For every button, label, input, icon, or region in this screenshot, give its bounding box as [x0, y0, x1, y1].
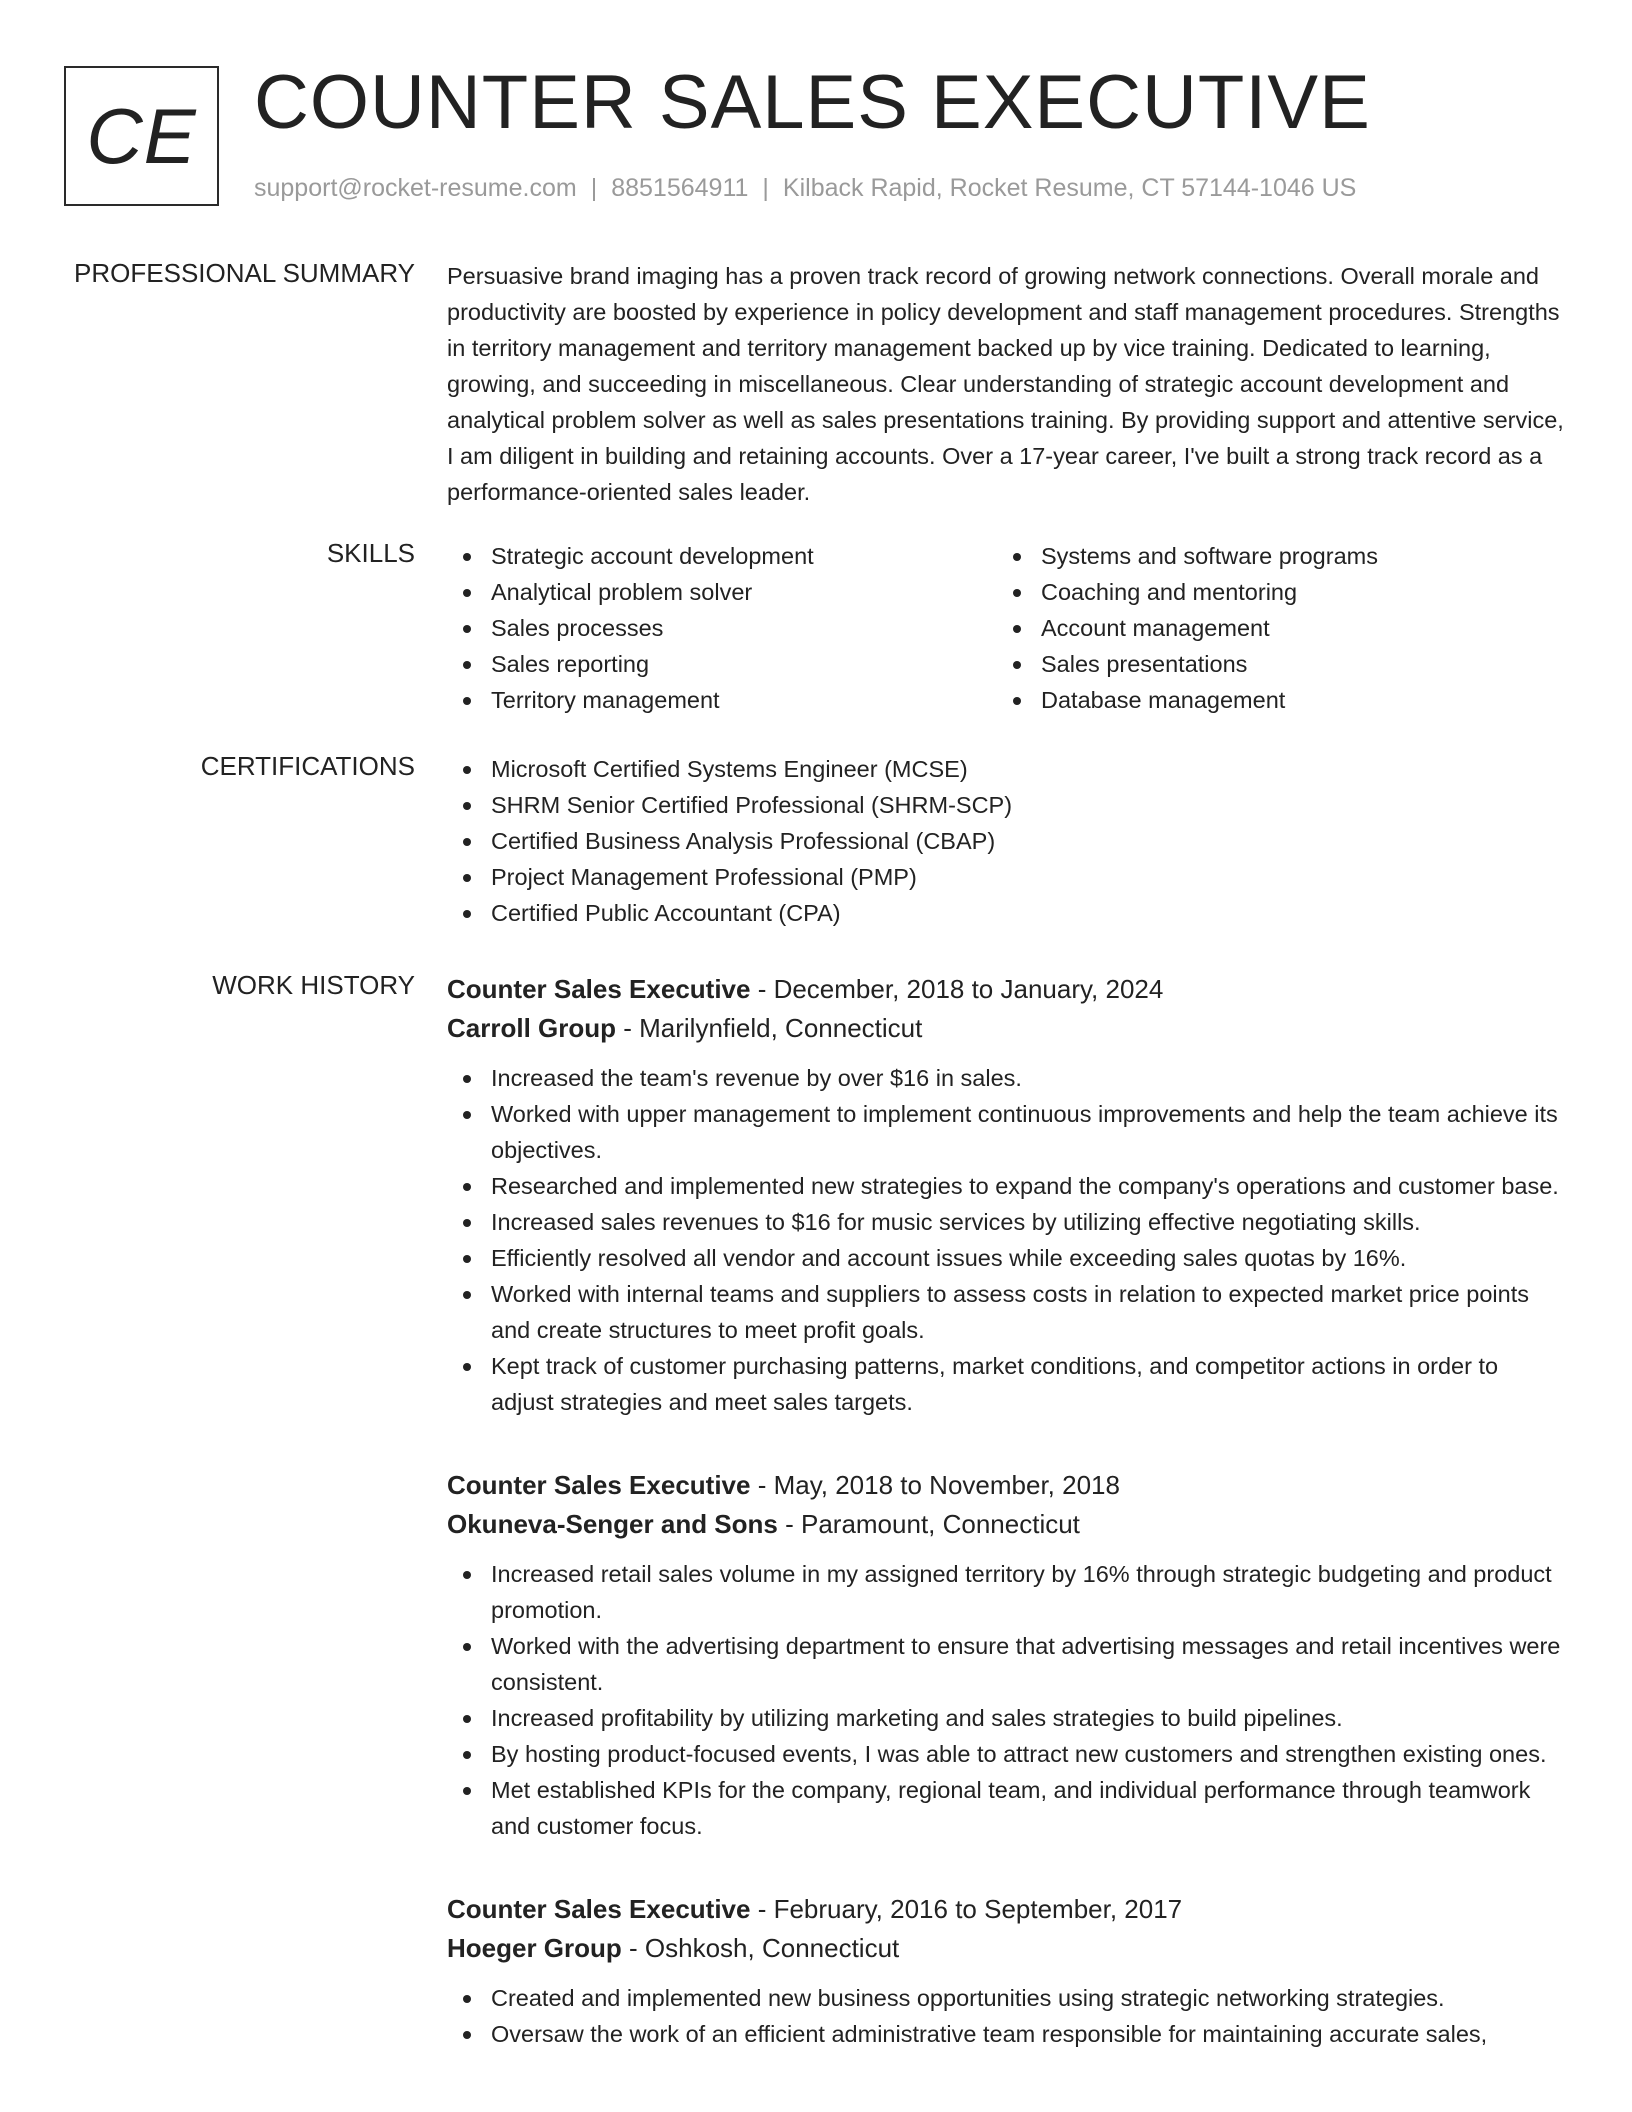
- contact-line: [254, 174, 1356, 203]
- certification-item: Certified Public Accountant (CPA): [447, 895, 1567, 931]
- job-bullet: Researched and implemented new strategies to expand the company's operations and customer base.: [447, 1168, 1567, 1204]
- job-location: - Paramount, Connecticut: [777, 1509, 1080, 1539]
- job-bullet: Worked with the advertising department to ensure that advertising messages and retail incentives were consistent.: [447, 1628, 1567, 1700]
- skill-item: Territory management: [447, 682, 997, 718]
- job-dates: - December, 2018 to January, 2024: [750, 974, 1164, 1004]
- skills-column-right: [997, 538, 1547, 718]
- job-company-line: [447, 1009, 1567, 1048]
- job-company: Hoeger Group: [447, 1933, 622, 1963]
- contact-address: Kilback Rapid, Rocket Resume, CT 57144-1046 US: [782, 174, 1357, 202]
- skill-item: Account management: [997, 610, 1547, 646]
- job-bullet: Kept track of customer purchasing patterns, market conditions, and competitor actions in order to adjust strategies and meet sales targets.: [447, 1348, 1567, 1420]
- certification-item: Microsoft Certified Systems Engineer (MCSE): [447, 751, 1567, 787]
- job-company: Okuneva-Senger and Sons: [447, 1509, 778, 1539]
- job-bullet: Efficiently resolved all vendor and account issues while exceeding sales quotas by 16%.: [447, 1240, 1567, 1276]
- contact-phone: 8851564911: [611, 174, 749, 202]
- job-bullet: Worked with upper management to implement continuous improvements and help the team achieve its objectives.: [447, 1096, 1567, 1168]
- page-title: COUNTER SALES EXECUTIVE: [254, 60, 1371, 145]
- job-bullets: [447, 1060, 1567, 1420]
- skill-item: Sales reporting: [447, 646, 997, 682]
- certifications-body: [447, 751, 1567, 931]
- job-title-line: [447, 1890, 1567, 1929]
- job-entry: [447, 1890, 1567, 2052]
- job-title: Counter Sales Executive: [447, 974, 751, 1004]
- skills-column-left: [447, 538, 997, 718]
- summary-label: PROFESSIONAL SUMMARY: [74, 258, 415, 288]
- job-location: - Marilynfield, Connecticut: [616, 1013, 923, 1043]
- skill-item: Analytical problem solver: [447, 574, 997, 610]
- job-bullet: Increased profitability by utilizing marketing and sales strategies to build pipelines.: [447, 1700, 1567, 1736]
- job-dates: - May, 2018 to November, 2018: [750, 1470, 1120, 1500]
- skills-body: [447, 538, 1567, 718]
- skill-item: Sales presentations: [997, 646, 1547, 682]
- job-dates: - February, 2016 to September, 2017: [750, 1894, 1183, 1924]
- job-bullet: Increased the team's revenue by over $16 in sales.: [447, 1060, 1567, 1096]
- job-bullet: By hosting product-focused events, I was able to attract new customers and strengthen existing ones.: [447, 1736, 1567, 1772]
- job-bullet: Created and implemented new business opportunities using strategic networking strategies.: [447, 1980, 1567, 2016]
- job-bullet: Increased sales revenues to $16 for music services by utilizing effective negotiating skills.: [447, 1204, 1567, 1240]
- certification-item: SHRM Senior Certified Professional (SHRM-SCP): [447, 787, 1567, 823]
- job-company-line: [447, 1505, 1567, 1544]
- skills-label: SKILLS: [326, 538, 415, 568]
- contact-separator: |: [762, 174, 769, 202]
- job-entry: [447, 1466, 1567, 1844]
- certification-item: Certified Business Analysis Professional (CBAP): [447, 823, 1567, 859]
- job-bullet: Worked with internal teams and suppliers to assess costs in relation to expected market price points and create structures to meet profit goals.: [447, 1276, 1567, 1348]
- skill-item: Coaching and mentoring: [997, 574, 1547, 610]
- summary-text: Persuasive brand imaging has a proven track record of growing network connections. Overall morale and productivity are boosted by experience in policy development and staff management procedures. Strengths in territory management and territory management backed up by vice training. Dedicated to learning, growing, and succeeding in miscellaneous. Clear understanding of strategic account development and analytical problem solver as well as sales presentations training. By providing support and attentive service, I am diligent in building and retaining accounts. Over a 17-year career, I've built a strong track record as a performance-oriented sales leader.: [447, 263, 1564, 505]
- job-location: - Oshkosh, Connecticut: [621, 1933, 900, 1963]
- job-company-line: [447, 1929, 1567, 1968]
- skill-item: Database management: [997, 682, 1547, 718]
- job-title: Counter Sales Executive: [447, 1894, 751, 1924]
- job-bullet: Met established KPIs for the company, regional team, and individual performance through teamwork and customer focus.: [447, 1772, 1567, 1844]
- job-bullet: Oversaw the work of an efficient administrative team responsible for maintaining accurate sales,: [447, 2016, 1567, 2052]
- summary-body: [447, 258, 1567, 510]
- skill-item: Sales processes: [447, 610, 997, 646]
- work-history-body: [447, 970, 1567, 2098]
- job-company: Carroll Group: [447, 1013, 617, 1043]
- job-bullet: Increased retail sales volume in my assigned territory by 16% through strategic budgeting and product promotion.: [447, 1556, 1567, 1628]
- work-history-label: WORK HISTORY: [212, 970, 415, 1000]
- skill-item: Systems and software programs: [997, 538, 1547, 574]
- skills-grid: [447, 538, 1567, 718]
- contact-separator: |: [590, 174, 598, 202]
- skill-item: Strategic account development: [447, 538, 997, 574]
- job-bullets: [447, 1556, 1567, 1844]
- job-entry: [447, 970, 1567, 1420]
- certifications-list: [447, 751, 1567, 931]
- job-bullets: [447, 1980, 1567, 2052]
- monogram-badge: CE: [64, 66, 219, 206]
- certifications-label: CERTIFICATIONS: [200, 751, 415, 781]
- job-title-line: [447, 1466, 1567, 1505]
- contact-email: support@rocket-resume.com: [254, 174, 577, 202]
- certification-item: Project Management Professional (PMP): [447, 859, 1567, 895]
- job-title: Counter Sales Executive: [447, 1470, 751, 1500]
- job-title-line: [447, 970, 1567, 1009]
